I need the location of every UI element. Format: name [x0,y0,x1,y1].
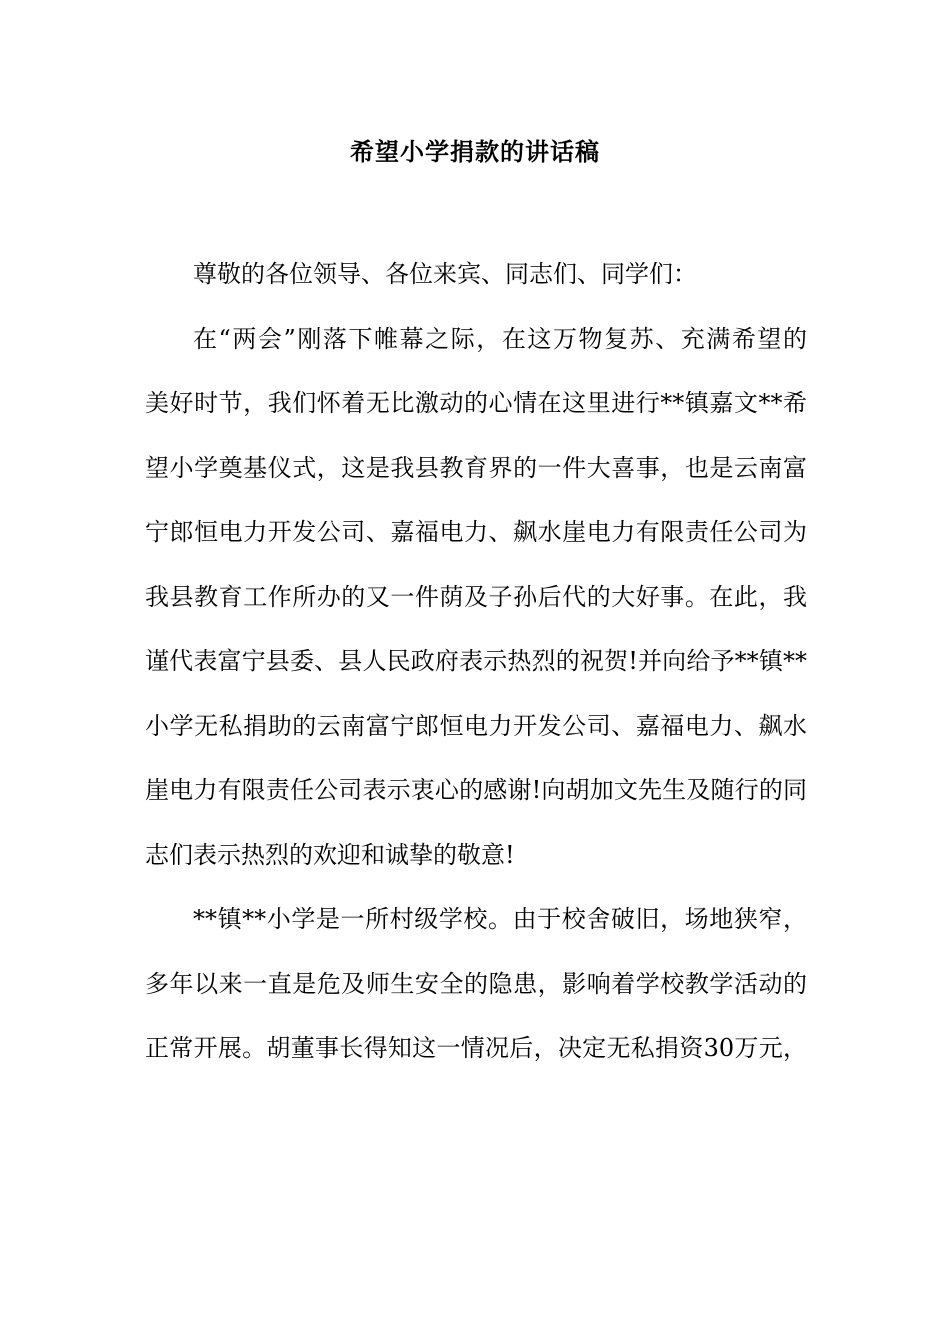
paragraph-line: 我县教育工作所办的又一件荫及子孙后代的大好事。在此，我 [145,582,807,611]
paragraph-line: 在“两会”刚落下帷幕之际，在这万物复苏、充满希望的 [193,324,807,353]
paragraph-line: 正常开展。胡董事长得知这一情况后，决定无私捐资30万元， [145,1034,807,1062]
paragraph-line: 小学无私捐助的云南富宁郎恒电力开发公司、嘉福电力、飙水 [145,711,807,740]
document-title: 希望小学捐款的讲话稿 [350,137,600,166]
paragraph-line: 崖电力有限责任公司表示衷心的感谢!向胡加文先生及随行的同 [145,776,807,804]
paragraph-line: 宁郎恒电力开发公司、嘉福电力、飙水崖电力有限责任公司为 [145,518,807,546]
paragraph-line: 志们表示热烈的欢迎和诚挚的敬意! [145,840,515,869]
document-body [145,242,807,1081]
paragraph-line: 多年以来一直是危及师生安全的隐患，影响着学校教学活动的 [145,969,807,998]
salutation-line: 尊敬的各位领导、各位来宾、同志们、同学们： [193,260,697,288]
paragraph-line: 美好时节，我们怀着无比激动的心情在这里进行**镇嘉文**希 [145,389,807,417]
paragraph-line: 谨代表富宁县委、县人民政府表示热烈的祝贺!并向给予**镇** [145,647,807,675]
paragraph-line: 望小学奠基仪式，这是我县教育界的一件大喜事，也是云南富 [145,453,807,482]
paragraph-line: **镇**小学是一所村级学校。由于校舍破旧，场地狭窄， [193,905,807,933]
